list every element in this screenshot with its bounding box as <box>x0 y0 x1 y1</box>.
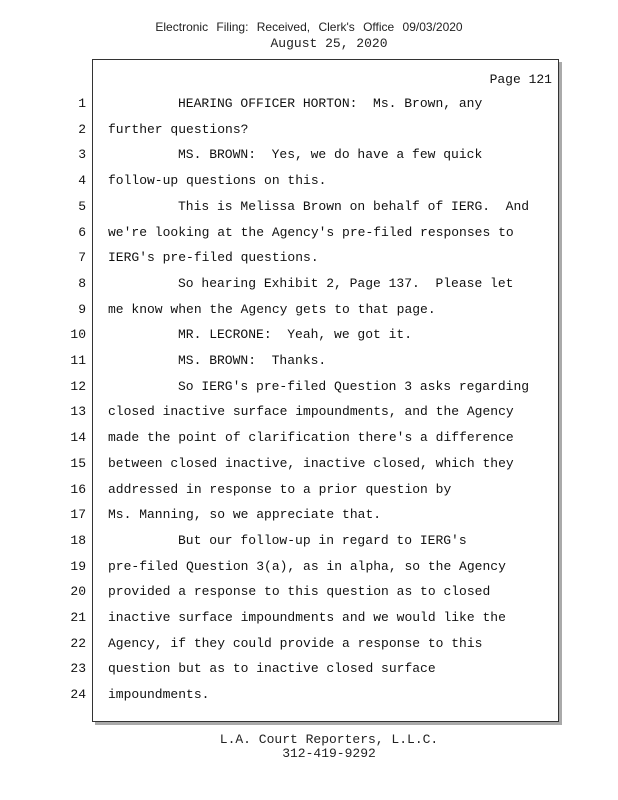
transcript-line: IERG's pre-filed questions. <box>108 250 319 265</box>
line-number: 19 <box>70 559 86 574</box>
transcript-line: made the point of clarification there's a difference <box>108 430 514 445</box>
line-number: 14 <box>70 430 86 445</box>
line-number: 20 <box>70 584 86 599</box>
transcript-line: addressed in response to a prior question by <box>108 482 452 497</box>
line-number: 1 <box>78 96 86 111</box>
line-number: 23 <box>70 661 86 676</box>
filing-stamp: Electronic Filing: Received, Clerk's Office 09/03/2020 <box>155 20 463 34</box>
transcript-line: impoundments. <box>108 687 210 702</box>
reporter-company: L.A. Court Reporters, L.L.C. <box>219 732 439 747</box>
line-number: 21 <box>70 610 86 625</box>
transcript-line: question but as to inactive closed surface <box>108 661 436 676</box>
hearing-date: August 25, 2020 <box>270 36 388 51</box>
line-number: 22 <box>70 636 86 651</box>
line-number: 11 <box>70 353 86 368</box>
transcript-line: MS. BROWN: Yes, we do have a few quick <box>178 147 483 162</box>
line-number: 17 <box>70 507 86 522</box>
line-number: 5 <box>78 199 86 214</box>
line-number: 13 <box>70 404 86 419</box>
transcript-line: So IERG's pre-filed Question 3 asks regarding <box>178 379 530 394</box>
transcript-line: provided a response to this question as to closed <box>108 584 491 599</box>
transcript-line: we're looking at the Agency's pre-filed responses to <box>108 225 514 240</box>
line-number: 10 <box>70 327 86 342</box>
line-number: 4 <box>78 173 86 188</box>
transcript-line: This is Melissa Brown on behalf of IERG. And <box>178 199 530 214</box>
reporter-phone: 312-419-9292 <box>282 746 376 761</box>
line-number: 8 <box>78 276 86 291</box>
transcript-line: MS. BROWN: Thanks. <box>178 353 327 368</box>
transcript-line: MR. LECRONE: Yeah, we got it. <box>178 327 413 342</box>
transcript-line: further questions? <box>108 122 249 137</box>
transcript-line: So hearing Exhibit 2, Page 137. Please let <box>178 276 514 291</box>
transcript-line: between closed inactive, inactive closed, which they <box>108 456 514 471</box>
transcript-line: pre-filed Question 3(a), as in alpha, so the Agency <box>108 559 506 574</box>
transcript-line: But our follow-up in regard to IERG's <box>178 533 467 548</box>
line-number: 9 <box>78 302 86 317</box>
transcript-line: inactive surface impoundments and we would like the <box>108 610 506 625</box>
page-number: Page 121 <box>489 72 552 87</box>
transcript-line: me know when the Agency gets to that page. <box>108 302 436 317</box>
transcript-line: HEARING OFFICER HORTON: Ms. Brown, any <box>178 96 483 111</box>
line-number: 12 <box>70 379 86 394</box>
line-number: 7 <box>78 250 86 265</box>
line-number: 2 <box>78 122 86 137</box>
transcript-line: Agency, if they could provide a response to this <box>108 636 483 651</box>
line-number: 24 <box>70 687 86 702</box>
transcript-line: Ms. Manning, so we appreciate that. <box>108 507 382 522</box>
line-number: 6 <box>78 225 86 240</box>
line-number: 16 <box>70 482 86 497</box>
transcript-line: closed inactive surface impoundments, and the Agency <box>108 404 514 419</box>
line-number: 3 <box>78 147 86 162</box>
transcript-line: follow-up questions on this. <box>108 173 327 188</box>
line-number: 18 <box>70 533 86 548</box>
line-number: 15 <box>70 456 86 471</box>
